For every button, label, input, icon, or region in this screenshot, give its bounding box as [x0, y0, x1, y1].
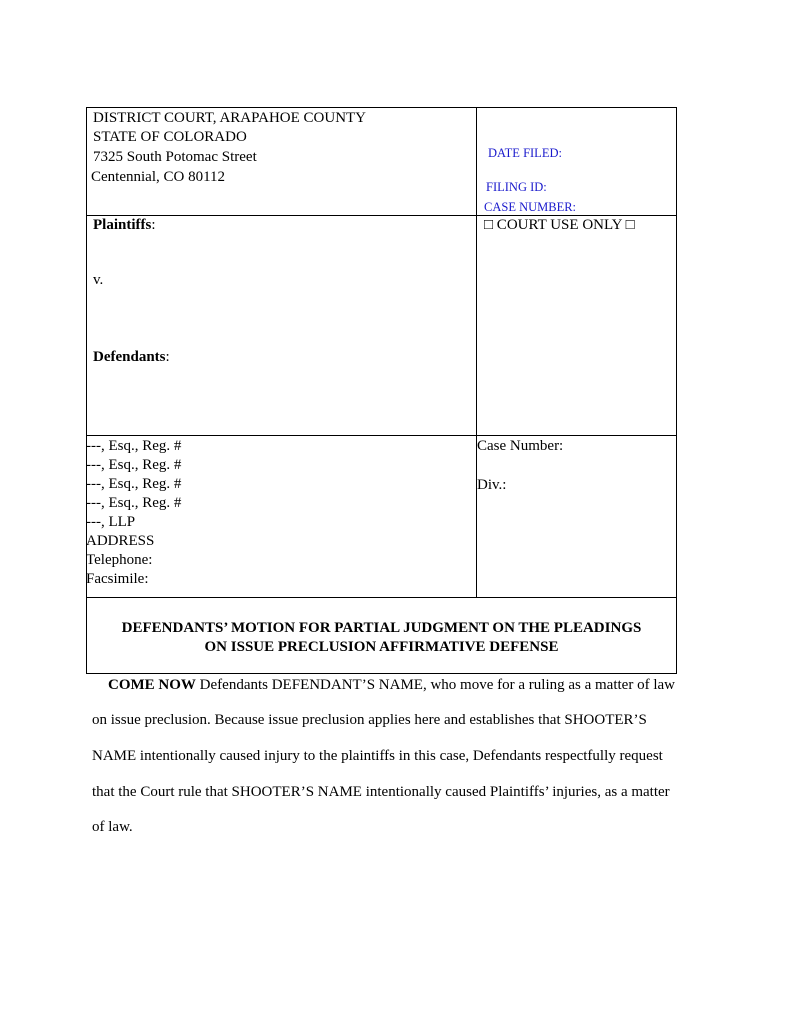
caption-top-border — [86, 107, 677, 108]
court-use-only: □ COURT USE ONLY □ — [484, 217, 635, 233]
body-line-3: NAME intentionally caused injury to the plaintiffs in this case, Defendants respectfully request — [92, 748, 663, 764]
caption-right-border — [676, 107, 677, 674]
attorney-line: ---, Esq., Reg. # — [86, 495, 182, 511]
plaintiffs-heading — [93, 216, 156, 235]
caption-bottom-border — [86, 673, 677, 674]
division-label: Div.: — [477, 477, 507, 493]
telephone-label: Telephone: — [86, 552, 153, 568]
plaintiffs-label: Plaintiffs — [93, 217, 152, 233]
date-filed-label: DATE FILED: — [488, 146, 562, 160]
firm-name: ---, LLP — [86, 514, 136, 530]
facsimile-label: Facsimile: — [86, 571, 149, 587]
case-number-stamp-label: CASE NUMBER: — [484, 200, 577, 214]
body-line-5: of law. — [92, 819, 133, 835]
versus-text: v. — [93, 272, 104, 288]
court-name: DISTRICT COURT, ARAPAHOE COUNTY — [93, 110, 367, 126]
defendants-colon: : — [165, 349, 170, 365]
filing-id-label: FILING ID: — [486, 180, 547, 194]
body-line-1 — [108, 677, 675, 694]
court-state: STATE OF COLORADO — [93, 129, 247, 145]
motion-title-line-2: ON ISSUE PRECLUSION AFFIRMATIVE DEFENSE — [204, 639, 559, 655]
case-number-label: Case Number: — [477, 438, 564, 454]
firm-address: ADDRESS — [86, 533, 155, 549]
caption-column-divider — [476, 107, 477, 598]
attorney-line: ---, Esq., Reg. # — [86, 476, 182, 492]
court-city: Centennial, CO 80112 — [91, 169, 226, 185]
attorney-line: ---, Esq., Reg. # — [86, 457, 182, 473]
come-now-lead: COME NOW — [108, 677, 196, 693]
plaintiffs-colon: : — [151, 217, 156, 233]
court-street: 7325 South Potomac Street — [93, 149, 257, 165]
motion-title-line-1: DEFENDANTS’ MOTION FOR PARTIAL JUDGMENT ON THE PLEADINGS — [121, 620, 642, 636]
body-line-4: that the Court rule that SHOOTER’S NAME intentionally caused Plaintiffs’ injuries, as a matter — [92, 784, 670, 800]
defendants-heading — [93, 348, 170, 367]
body-line-1-text: Defendants DEFENDANT’S NAME, who move for a ruling as a matter of law — [195, 677, 675, 693]
defendants-label: Defendants — [93, 349, 166, 365]
attorney-line: ---, Esq., Reg. # — [86, 438, 182, 454]
body-line-2: on issue preclusion. Because issue preclusion applies here and establishes that SHOOTER’S — [92, 712, 647, 728]
caption-divider-2 — [86, 435, 677, 436]
caption-divider-3 — [86, 597, 677, 598]
